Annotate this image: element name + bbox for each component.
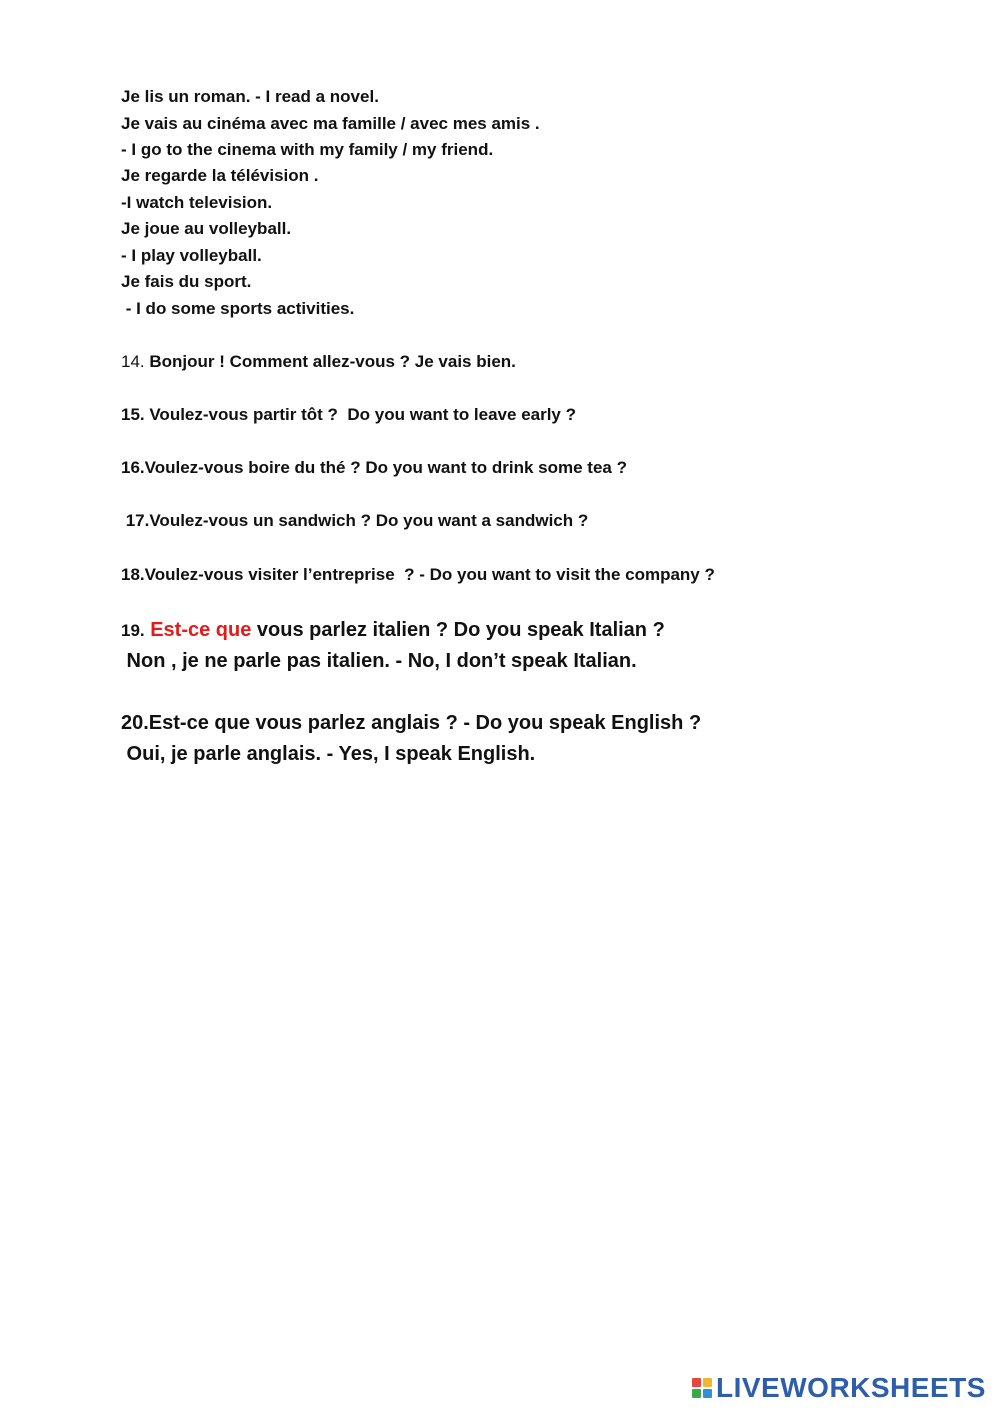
vocab-line-9: - I do some sports activities.: [121, 299, 355, 318]
question-16: 16.Voulez-vous boire du thé ? Do you want to drink some tea ?: [121, 458, 627, 477]
question-14-text: Bonjour ! Comment allez-vous ? Je vais bien.: [149, 352, 516, 371]
liveworksheets-wordmark: LIVEWORKSHEETS: [716, 1372, 986, 1403]
vocab-line-7: - I play volleyball.: [121, 246, 262, 265]
vocab-line-8: Je fais du sport.: [121, 272, 252, 291]
question-19-highlight: Est-ce que: [150, 619, 252, 641]
question-19-number: 19.: [121, 621, 145, 640]
question-14: [121, 353, 516, 370]
vocab-line-5: -I watch television.: [121, 193, 273, 212]
logo-tile-v: [692, 1389, 701, 1398]
vocab-line-6: Je joue au volleyball.: [121, 219, 292, 238]
vocab-line-3: - I go to the cinema with my family / my friend.: [121, 140, 494, 159]
question-19: [121, 620, 665, 640]
question-14-number: 14.: [121, 352, 145, 371]
vocab-line-4: Je regarde la télévision .: [121, 166, 319, 185]
question-19-rest: vous parlez italien ? Do you speak Italian ?: [251, 619, 665, 641]
logo-tile-l: [692, 1378, 701, 1387]
question-20: 20.Est-ce que vous parlez anglais ? - Do you speak English ?: [121, 712, 702, 734]
question-18: 18.Voulez-vous visiter l’entreprise ? - Do you want to visit the company ?: [121, 565, 715, 584]
question-15: 15. Voulez-vous partir tôt ? Do you want to leave early ?: [121, 405, 576, 424]
logo-tile-i: [703, 1378, 712, 1387]
logo-tile-e: [703, 1389, 712, 1398]
liveworksheets-brand: [692, 1373, 986, 1403]
liveworksheets-logo-icon: [692, 1378, 712, 1398]
vocab-line-2: Je vais au cinéma avec ma famille / avec mes amis .: [121, 114, 540, 133]
answer-19: Non , je ne parle pas italien. - No, I don’t speak Italian.: [121, 650, 637, 672]
vocab-line-1: Je lis un roman. - I read a novel.: [121, 87, 379, 106]
question-17: 17.Voulez-vous un sandwich ? Do you want a sandwich ?: [121, 511, 589, 530]
answer-20: Oui, je parle anglais. - Yes, I speak English.: [121, 743, 536, 765]
